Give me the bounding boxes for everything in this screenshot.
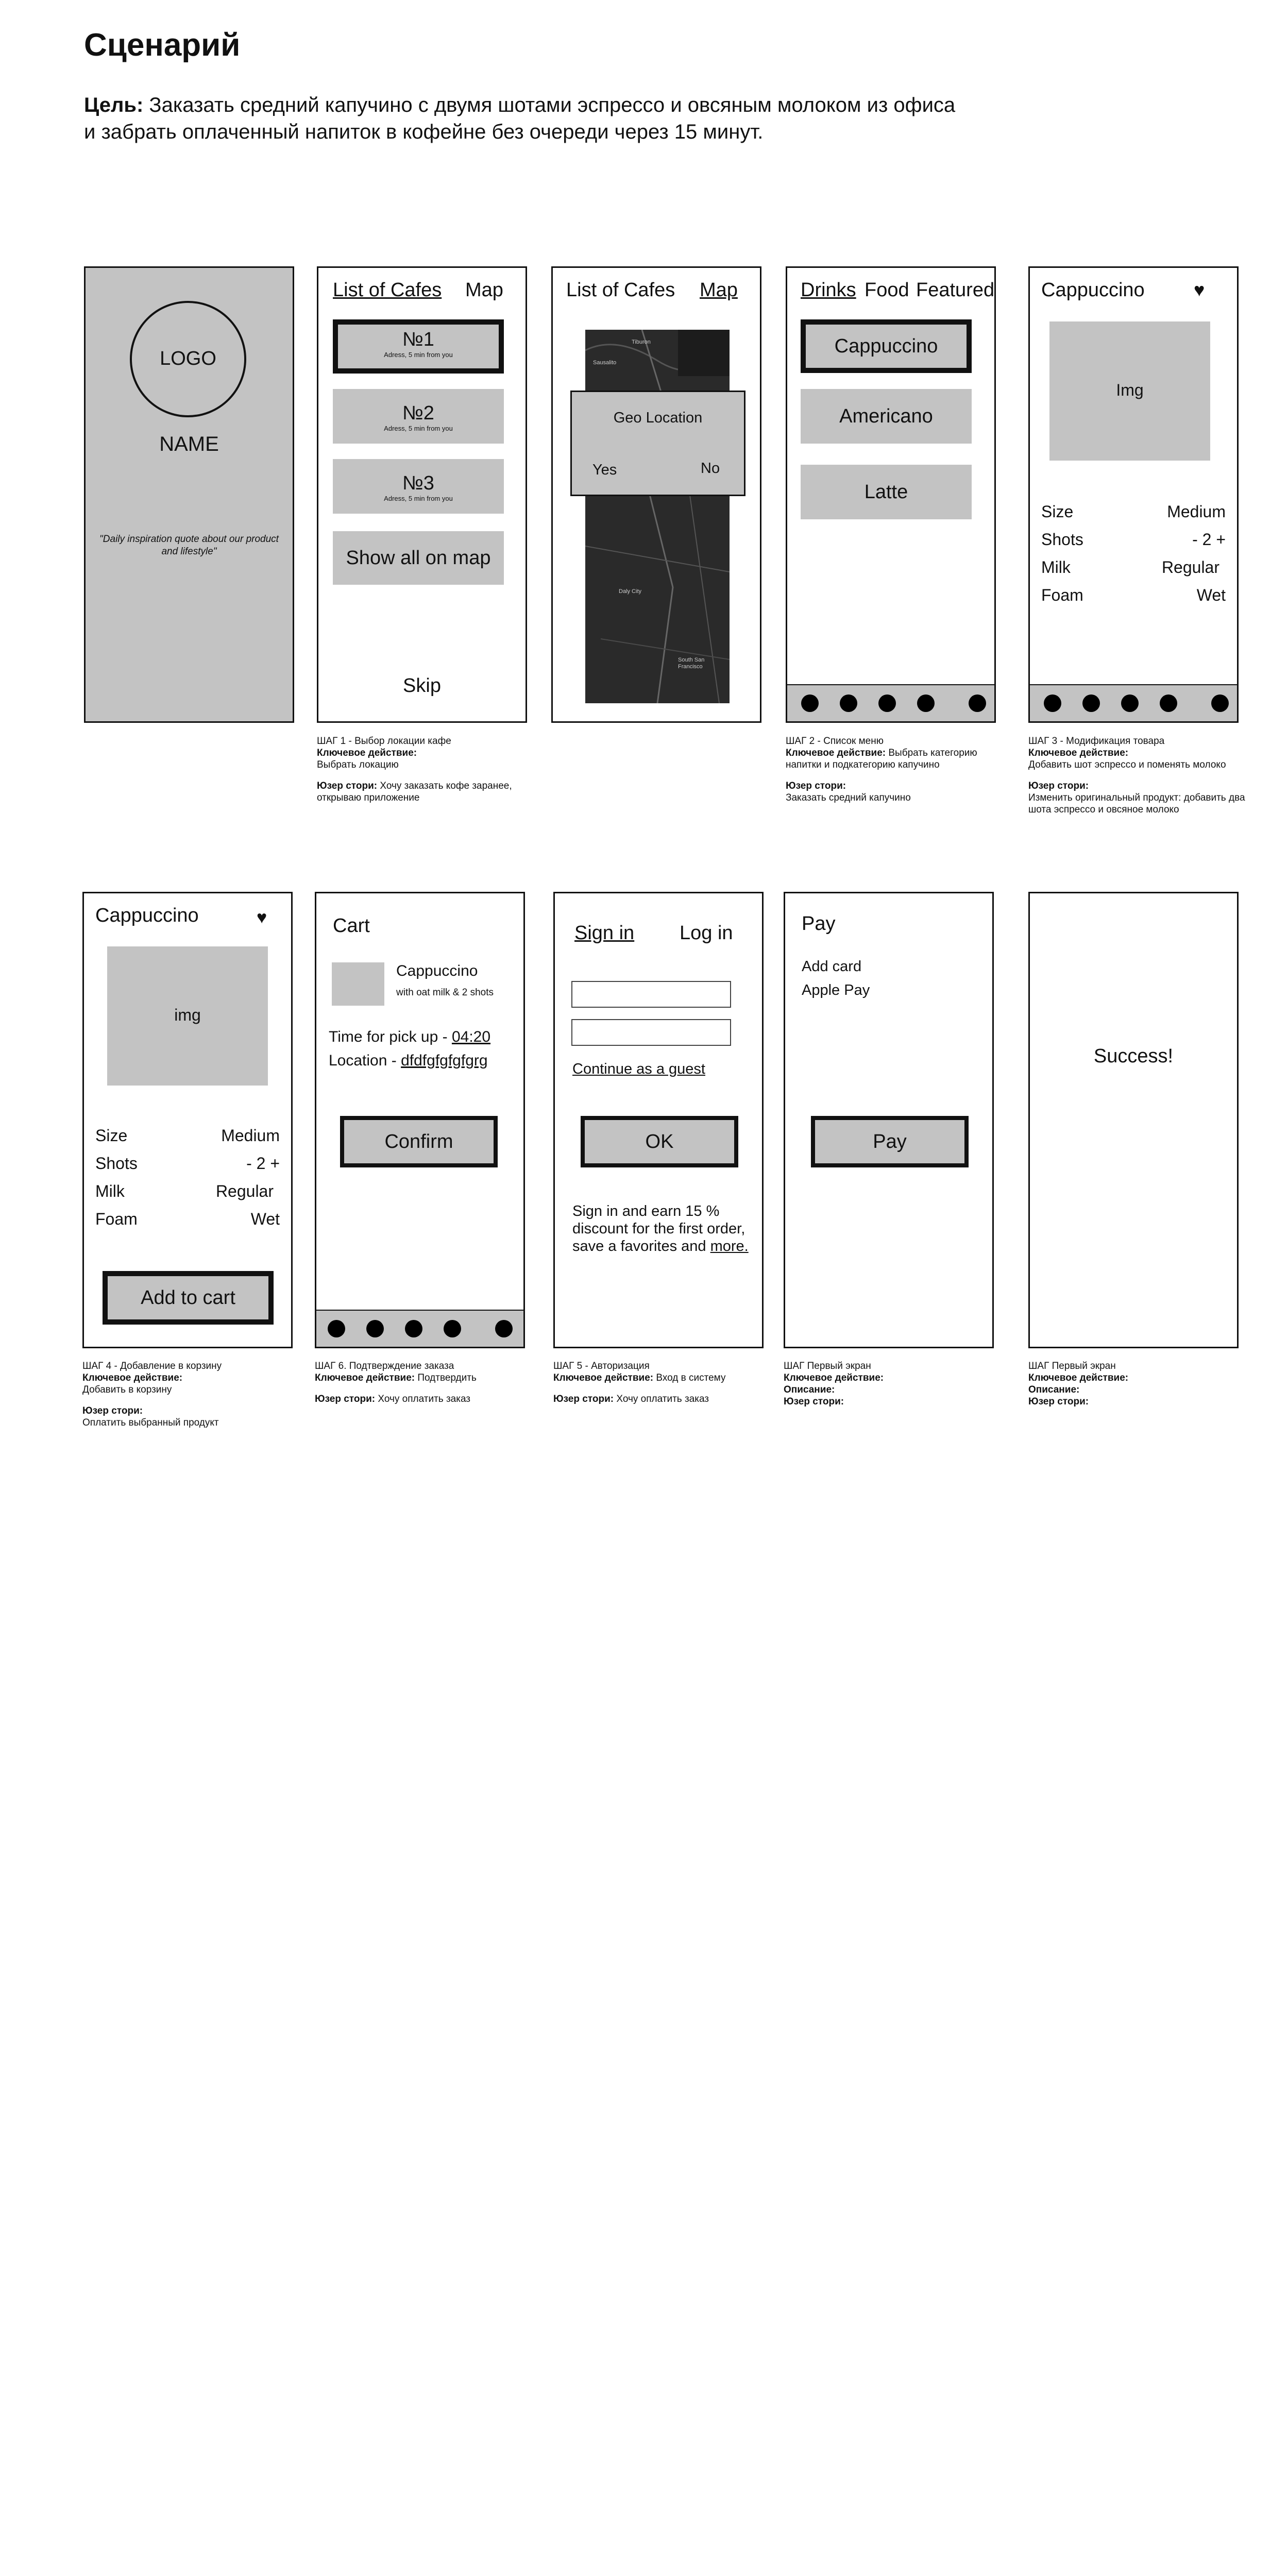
step-note-7 xyxy=(784,1360,1005,1408)
note-step: ШАГ 4 - Добавление в корзину xyxy=(82,1361,222,1371)
bottom-nav-bar xyxy=(316,1310,523,1347)
option-milk-value[interactable]: Regular xyxy=(215,1182,274,1200)
cafe-item-1[interactable] xyxy=(333,319,504,374)
map-label-tiburon: Tiburon xyxy=(632,339,651,345)
nav-dot-icon[interactable] xyxy=(1121,694,1139,712)
note-step: ШАГ 2 - Список меню xyxy=(786,736,884,747)
add-to-cart-screen xyxy=(82,892,293,1348)
nav-dot-icon[interactable] xyxy=(801,694,819,712)
note-story-value: Оплатить выбранный продукт xyxy=(82,1417,219,1428)
note-key-value: Подтвердить xyxy=(417,1372,477,1383)
location-row xyxy=(329,1052,488,1070)
option-milk-label: Milk xyxy=(95,1182,125,1200)
nav-dot-icon[interactable] xyxy=(1211,694,1229,712)
bottom-nav-bar xyxy=(787,684,994,721)
tab-drinks[interactable]: Drinks xyxy=(801,279,856,301)
tab-map[interactable]: Map xyxy=(465,279,503,301)
success-message: Success! xyxy=(1093,1045,1174,1067)
pay-title: Pay xyxy=(802,913,836,935)
promo-body: Sign in and earn 15 % discount for the first order, save a favorites and xyxy=(572,1203,745,1255)
nav-dot-icon[interactable] xyxy=(1160,694,1177,712)
cafe-item-3[interactable] xyxy=(333,459,504,514)
product-screen xyxy=(1028,266,1239,723)
step-note-4 xyxy=(82,1360,304,1429)
logo-text: LOGO xyxy=(160,348,216,369)
cart-screen xyxy=(315,892,525,1348)
favorite-heart-icon[interactable]: ♥ xyxy=(257,908,267,927)
option-foam-value[interactable]: Wet xyxy=(250,1210,280,1228)
note-key-label: Ключевое действие: xyxy=(1028,1372,1129,1383)
confirm-button[interactable]: Confirm xyxy=(340,1116,498,1167)
more-link[interactable]: more. xyxy=(710,1238,749,1255)
step-note-5 xyxy=(315,1360,536,1405)
cafe-item-2[interactable] xyxy=(333,389,504,444)
product-image xyxy=(107,946,268,1086)
note-story-label: Юзер стори: xyxy=(1028,781,1089,791)
note-story-value: Хочу оплатить заказ xyxy=(616,1394,709,1404)
option-shots-stepper[interactable]: - 2 + xyxy=(1192,530,1226,549)
note-step: ШАГ 3 - Модификация товара xyxy=(1028,736,1165,747)
nav-dot-icon[interactable] xyxy=(328,1320,345,1337)
payment-screen xyxy=(784,892,994,1348)
add-card-option[interactable]: Add card xyxy=(802,958,862,975)
map-label-south-san-francisco: South San Francisco xyxy=(678,657,705,670)
add-to-cart-button[interactable]: Add to cart xyxy=(103,1271,274,1325)
nav-dot-icon[interactable] xyxy=(878,694,896,712)
note-key-label: Ключевое действие: xyxy=(786,748,886,758)
note-key-value: Выбрать локацию xyxy=(317,759,399,770)
step-note-8 xyxy=(1028,1360,1250,1408)
cafe-list-screen xyxy=(317,266,527,723)
nav-dot-icon[interactable] xyxy=(1082,694,1100,712)
cafe-item-name: №1 xyxy=(402,329,434,350)
note-story-label: Юзер стори: xyxy=(82,1405,143,1416)
product-title: Cappuccino xyxy=(1041,279,1145,301)
option-milk-value[interactable]: Regular xyxy=(1161,558,1219,577)
tab-map[interactable]: Map xyxy=(700,279,738,301)
dialog-yes-button[interactable]: Yes xyxy=(592,462,617,478)
cafe-item-name: №2 xyxy=(402,402,434,424)
note-story-label: Юзер стори: xyxy=(315,1394,376,1404)
pickup-time-label: Time for pick up - xyxy=(329,1028,452,1045)
step-note-1 xyxy=(317,735,538,804)
tab-sign-in[interactable]: Sign in xyxy=(574,922,635,944)
cafe-item-address: Adress, 5 min from you xyxy=(384,495,453,502)
map-label-daly-city: Daly City xyxy=(619,588,642,595)
goal-label: Цель: xyxy=(84,94,144,116)
option-foam-label: Foam xyxy=(1041,586,1083,604)
splash-screen xyxy=(84,266,294,723)
option-size-value[interactable]: Medium xyxy=(1167,502,1226,521)
note-story-value: Хочу заказать кофе заранее, открываю приложение xyxy=(317,781,512,803)
app-name: NAME xyxy=(159,433,219,455)
note-step: ШАГ Первый экран xyxy=(1028,1361,1116,1371)
note-key-value: Добавить шот эспрессо и поменять молоко xyxy=(1028,759,1226,770)
cart-item-name: Cappuccino xyxy=(396,962,478,979)
note-key-label: Ключевое действие: xyxy=(82,1372,183,1383)
note-key-value: Вход в систему xyxy=(656,1372,726,1383)
nav-dot-icon[interactable] xyxy=(444,1320,461,1337)
nav-dot-icon[interactable] xyxy=(366,1320,384,1337)
pickup-time-value[interactable]: 04:20 xyxy=(451,1028,491,1045)
note-story-label: Юзер стори: xyxy=(553,1394,614,1404)
step-note-2 xyxy=(786,735,1007,804)
menu-screen xyxy=(786,266,996,723)
option-size-label: Size xyxy=(95,1126,128,1145)
note-key-label: Ключевое действие: xyxy=(784,1372,884,1383)
product-image-label: Img xyxy=(1116,381,1144,399)
dialog-no-button[interactable]: No xyxy=(701,460,720,477)
nav-dot-icon[interactable] xyxy=(405,1320,422,1337)
cart-item-thumbnail xyxy=(332,962,384,1006)
nav-dot-icon[interactable] xyxy=(495,1320,513,1337)
pickup-time-row xyxy=(329,1028,490,1046)
step-note-6 xyxy=(553,1360,775,1405)
tab-log-in[interactable]: Log in xyxy=(680,922,733,944)
quote-text: "Daily inspiration quote about our product and lifestyle" xyxy=(99,534,279,557)
map-view[interactable] xyxy=(585,330,730,703)
menu-item-latte[interactable]: Latte xyxy=(801,465,972,519)
skip-button[interactable]: Skip xyxy=(403,675,441,697)
cafe-item-name: №3 xyxy=(402,472,434,494)
note-story-label: Юзер стори: xyxy=(784,1396,844,1407)
note-story-value: Хочу оплатить заказ xyxy=(378,1394,471,1404)
tab-food[interactable]: Food xyxy=(865,279,909,301)
location-value[interactable]: dfdfgfgfgfgrg xyxy=(401,1052,488,1069)
note-key-label: Ключевое действие: xyxy=(1028,748,1129,758)
note-desc-label: Описание: xyxy=(784,1384,835,1395)
nav-dot-icon[interactable] xyxy=(1044,694,1061,712)
option-foam-value[interactable]: Wet xyxy=(1196,586,1226,604)
bottom-nav-bar xyxy=(1030,684,1237,721)
note-key-value: Выбрать категорию напитки и подкатегорию капучино xyxy=(786,748,977,770)
page-title: Сценарий xyxy=(84,27,241,63)
note-story-label: Юзер стори: xyxy=(786,781,846,791)
note-step: ШАГ 6. Подтверждение заказа xyxy=(315,1361,454,1371)
goal-description: Заказать средний капучино с двумя шотами эспрессо и овсяным молоком из офиса и забрать оплаченный напиток в кофейне без очереди через 15 минут. xyxy=(84,94,956,143)
map-roads xyxy=(585,330,730,703)
map-label-sausalito: Sausalito xyxy=(593,360,617,366)
note-story-value: Изменить оригинальный продукт: добавить два шота эспрессо и овсяное молоко xyxy=(1028,792,1245,815)
nav-dot-icon[interactable] xyxy=(969,694,986,712)
note-step: ШАГ 5 - Авторизация xyxy=(553,1361,650,1371)
dialog-title: Geo Location xyxy=(613,410,703,426)
option-shots-label: Shots xyxy=(1041,530,1083,549)
goal-text xyxy=(84,92,960,145)
note-key-label: Ключевое действие: xyxy=(317,748,417,758)
email-field[interactable] xyxy=(571,981,731,1008)
cart-item-description: with oat milk & 2 shots xyxy=(396,987,494,998)
menu-item-americano[interactable]: Americano xyxy=(801,389,972,444)
continue-as-guest-link[interactable]: Continue as a guest xyxy=(572,1061,705,1077)
note-desc-label: Описание: xyxy=(1028,1384,1080,1395)
note-story-label: Юзер стори: xyxy=(1028,1396,1089,1407)
ok-button[interactable]: OK xyxy=(581,1116,738,1167)
note-key-label: Ключевое действие: xyxy=(315,1372,415,1383)
option-shots-stepper[interactable]: - 2 + xyxy=(246,1154,280,1173)
tab-list-of-cafes[interactable]: List of Cafes xyxy=(333,279,442,301)
product-image xyxy=(1049,321,1210,461)
option-foam-label: Foam xyxy=(95,1210,138,1228)
product-image-label: img xyxy=(174,1006,201,1024)
note-story-label: Юзер стори: xyxy=(317,781,378,791)
favorite-heart-icon[interactable]: ♥ xyxy=(1194,279,1205,300)
product-title: Cappuccino xyxy=(95,905,199,926)
tab-list-of-cafes[interactable]: List of Cafes xyxy=(566,279,675,301)
geo-location-dialog xyxy=(570,391,745,496)
option-milk-label: Milk xyxy=(1041,558,1071,577)
cart-title: Cart xyxy=(333,915,370,937)
promo-text xyxy=(572,1202,750,1255)
step-note-3 xyxy=(1028,735,1250,816)
auth-screen xyxy=(553,892,764,1348)
password-field[interactable] xyxy=(571,1019,731,1046)
apple-pay-option[interactable]: Apple Pay xyxy=(802,982,870,998)
note-step: ШАГ Первый экран xyxy=(784,1361,871,1371)
show-all-on-map-button[interactable]: Show all on map xyxy=(333,531,504,585)
cafe-item-address: Adress, 5 min from you xyxy=(384,351,453,359)
success-screen xyxy=(1028,892,1239,1348)
option-size-value[interactable]: Medium xyxy=(221,1126,280,1145)
nav-dot-icon[interactable] xyxy=(917,694,935,712)
cafe-item-address: Adress, 5 min from you xyxy=(384,425,453,432)
note-key-label: Ключевое действие: xyxy=(553,1372,654,1383)
tab-featured[interactable]: Featured xyxy=(916,279,995,301)
nav-dot-icon[interactable] xyxy=(840,694,857,712)
option-size-label: Size xyxy=(1041,502,1074,521)
option-shots-label: Shots xyxy=(95,1154,138,1173)
menu-item-cappuccino[interactable]: Cappuccino xyxy=(801,319,972,373)
cafe-map-screen xyxy=(551,266,761,723)
note-step: ШАГ 1 - Выбор локации кафе xyxy=(317,736,451,747)
pay-button[interactable]: Pay xyxy=(811,1116,969,1167)
location-label: Location - xyxy=(329,1052,401,1069)
note-story-value: Заказать средний капучино xyxy=(786,792,911,803)
note-key-value: Добавить в корзину xyxy=(82,1384,172,1395)
